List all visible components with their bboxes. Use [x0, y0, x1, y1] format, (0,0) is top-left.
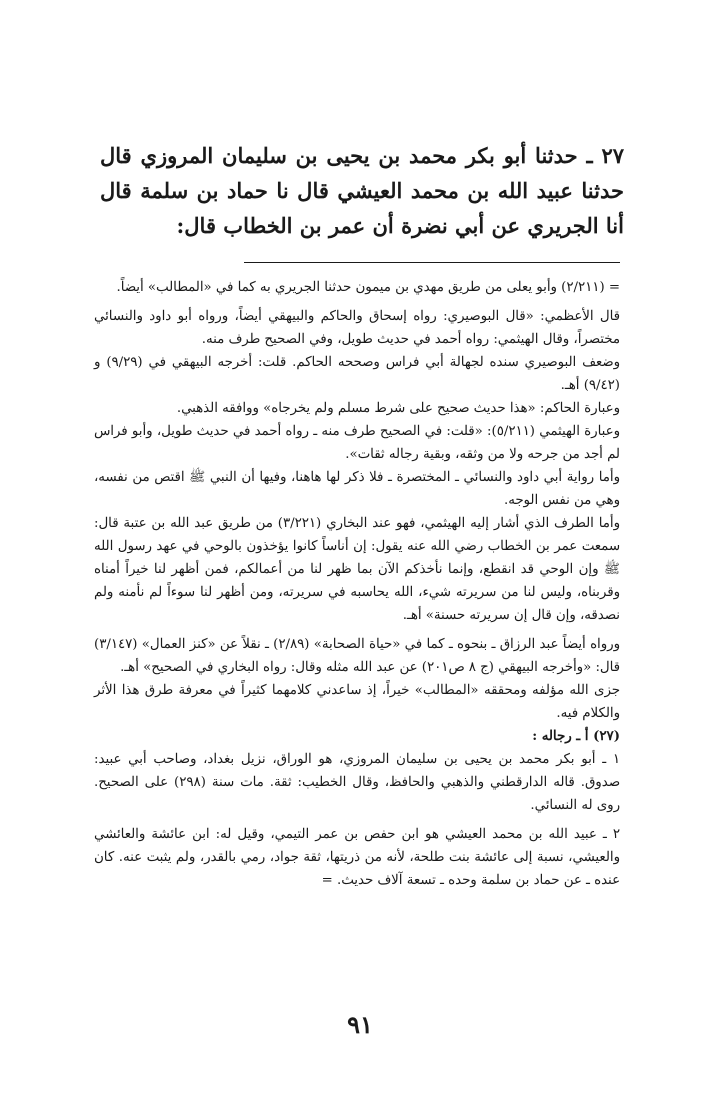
- footnote-paragraph: وأما الطرف الذي أشار إليه الهيثمي، فهو عند البخاري (٣/٢٢١) من طريق عبد الله بن عتبة قال: سمعت عمر بن الخطاب رضي الله عنه يقول: إن أناساً كانوا يؤخذون بالوحي في عهد رسول الله ﷺ وإن الوحي قد انقطع، وإنما نأخذكم الآن بما ظهر لنا من أعمالكم، فمن أظهر لنا خيراً أمناه وقربناه، وليس لنا من سريرته شيء، الله يحاسبه في سريرته، ومن أظهر لنا سوءاً لم نأمنه ولم نصدقه، وإن قال إن سريرته حسنة» أهـ.: [94, 516, 620, 623]
- footnote-paragraph: وعبارة الحاكم: «هذا حديث صحيح على شرط مسلم ولم يخرجاه» ووافقه الذهبي.: [176, 401, 620, 416]
- page-number: ٩١: [347, 1010, 373, 1039]
- footnote-paragraph: وعبارة الهيثمي (٥/٢١١): «قلت: في الصحيح طرف منه ـ رواه أحمد في حديث طويل، وأبو فراس لم أجد من جرحه ولا من وثقه، وبقية رجاله ثقات».: [94, 424, 620, 462]
- hadith-text: ٢٧ ـ حدثنا أبو بكر محمد بن يحيى بن سليمان المروزي قال حدثنا عبيد الله بن محمد العيشي قال نا حماد بن سلمة قال أنا الجريري عن أبي نضرة أن عمر بن الخطاب قال:: [100, 143, 624, 238]
- footnote-paragraph: وضعف البوصيري سنده لجهالة أبي فراس وصححه الحاكم. قلت: أخرجه البيهقي في (٩/٢٩) و (٩/٤٢) أهـ.: [94, 355, 620, 393]
- hadith-text-block: [100, 138, 624, 243]
- footnote-paragraph: = (٢/٢١١) وأبو يعلى من طريق مهدي بن ميمون حدثنا الجريري به كما في «المطالب» أيضاً.: [116, 280, 620, 295]
- footnote-separator: [244, 262, 620, 263]
- footnote-paragraph: وأما رواية أبي داود والنسائي ـ المختصرة ـ فلا ذكر لها هاهنا، وفيها أن النبي ﷺ اقتص من نفسه، وهي من نفس الوجه.: [94, 470, 620, 508]
- footnotes-block: [94, 276, 620, 892]
- narrator-entry: ١ ـ أبو بكر محمد بن يحيى بن سليمان المروزي، هو الوراق، نزيل بغداد، وصاحب أبي عبيد: صدوق. قاله الدارقطني والذهبي والحافظ، وقال الخطيب: ثقة. مات سنة (٢٩٨) على الصحيح. روى له النسائي.: [94, 752, 620, 813]
- footnote-paragraph: قال الأعظمي: «قال البوصيري: رواه إسحاق والحاكم والبيهقي أيضاً، ورواه أبو داود والنسائي مختصراً، وقال الهيثمي: رواه أحمد في حديث طويل، وفي الصحيح طرف منه.: [94, 309, 620, 347]
- narrators-heading: (٢٧) أ ـ رجاله :: [532, 729, 620, 744]
- footnote-paragraph: جزى الله مؤلفه ومحققه «المطالب» خيراً، إذ ساعدني كلامهما كثيراً في معرفة طرق هذا الأثر والكلام فيه.: [94, 683, 620, 721]
- narrator-entry: ٢ ـ عبيد الله بن محمد العيشي هو ابن حفص بن عمر التيمي، وقيل له: ابن عائشة والعائشي والعيشي، نسبة إلى عائشة بنت طلحة، لأنه من ذريتها، ثقة جواد، رمي بالقدر، ولم يثبت عنه. كان عنده ـ عن حماد بن سلمة وحده ـ تسعة آلاف حديث. =: [94, 827, 620, 888]
- footnote-paragraph: ورواه أيضاً عبد الرزاق ـ بنحوه ـ كما في «حياة الصحابة» (٢/٨٩) ـ نقلاً عن «كنز العمال» (٣/١٤٧) قال: «وأخرجه البيهقي (ج ٨ ص٢٠١) عن عبد الله مثله وقال: رواه البخاري في الصحيح» أهـ.: [94, 637, 620, 675]
